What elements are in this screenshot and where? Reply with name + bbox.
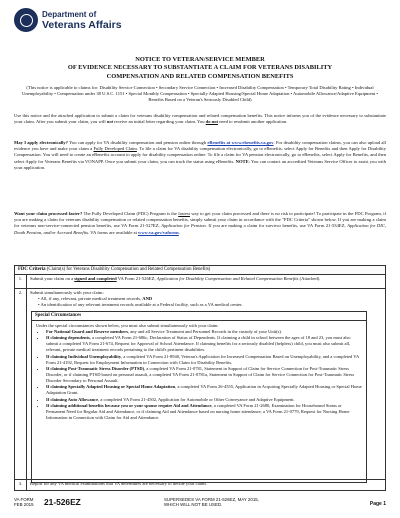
special-item — [46, 329, 362, 335]
special-item-title: If claiming Post-Traumatic Stress Disorder (PTSD) — [46, 366, 145, 372]
row2-bullet2: • An identification of any relevant treatment records available at a Federal facility, such as a VA medical center. — [38, 302, 243, 307]
special-item-title: If claiming Individual Unemployability — [46, 353, 122, 359]
special-circumstances-body — [32, 321, 366, 424]
special-item-title: If claiming dependents — [46, 335, 90, 341]
row2-bullet1-text: All, if any, relevant, private medical treatment records, — [40, 296, 143, 301]
fdc-row-1 — [15, 275, 385, 289]
faster-question: Want your claim processed faster? — [14, 211, 83, 216]
special-item-text: , a completed VA Form 21-686c, Declaration of Status of Dependents. If claiming a child in school between the ages of 18 and 23, you must also submit a completed VA Form 21-674, Request for Approval of School Attendance. If claiming benefits for a seriously disabled (helpless) child, you must also submit all, relevant, private medical treatment records pertaining to the child's pertinent disabilities. — [46, 335, 351, 353]
intro-paragraph — [14, 113, 386, 125]
va-seal-icon — [14, 8, 38, 32]
special-item — [46, 354, 362, 366]
applicable-claims-text: (This notice is applicable to claims for: Disability Service Connection • Secondary Service Connection • Increased Disability Compensation • Temporary Total Disability Rating • Individual Unemployability • Compensation under 38 U.S.C. 1151 • Special Monthly Compensation • Specially Adapted Housing/Special Home Adaptation • Automobile Allowance/Adaptive Equipment • Benefits Based on a Veteran's Seriously Disabled Child) — [22, 85, 378, 103]
faster-text-a: The Fully Developed Claim (FDC) Program is the — [82, 211, 179, 216]
special-item-title: If claiming Auto Allowance — [46, 396, 99, 402]
faster-text-e: . — [178, 229, 181, 235]
ebenefits-link[interactable]: eBenefits at www.ebenefits.va.gov — [207, 140, 274, 145]
special-item — [46, 366, 362, 384]
row2-lead: Submit simultaneously with your claim: — [30, 290, 104, 295]
row-text — [30, 276, 382, 282]
row-text — [30, 290, 382, 308]
intro-not: not — [106, 119, 113, 125]
row-number: 2. — [15, 289, 27, 479]
special-item — [46, 335, 362, 353]
row2-bullet2-text: An identification of any relevant treatment records available at a Federal facility, such as a VA medical center. — [40, 302, 243, 307]
row1-form-name: Application for Disability Compensation and Related Compensation Benefits — [156, 276, 299, 281]
row2-bullet1: • All, if any, relevant, private medical treatment records, AND — [38, 296, 153, 301]
row-number: 3. — [15, 480, 27, 490]
fdc-heading-label: FDC Criteria — [18, 267, 46, 272]
fdc-criteria-table — [14, 265, 386, 491]
row1-text-c: (Attached). — [298, 276, 321, 281]
footer-form-label-text: VA FORM — [14, 497, 34, 502]
special-item-text: , a completed VA Form 21-4502, Application for Automobile or Other Conveyance and Adaptive Equipment. — [98, 396, 295, 402]
footer-form-date: FEB 2015 — [14, 502, 34, 507]
notice-title — [14, 56, 386, 81]
special-item — [46, 397, 362, 403]
fdc-criteria-heading — [15, 266, 385, 275]
special-item-text: , a completed VA Form 26-4555, Application in Acquiring Specially Adapted Housing or Special Home Adaptation Grant. — [46, 384, 362, 396]
fdc-row-3 — [15, 480, 385, 490]
faster-text-c: . If you are making a claim for survivor benefits, use VA Form 21-534EZ, — [205, 223, 348, 229]
special-item-title: If claiming additional benefits because you or your spouse require Aid and Attendance — [46, 403, 212, 409]
faster-paragraph — [14, 211, 386, 236]
electronic-text-b: . For disability compensation claims, you can also upload all evidence you have and make your claim a — [14, 140, 386, 152]
title-line3: COMPENSATION AND RELATED COMPENSATION BENEFITS — [106, 72, 294, 80]
vaforms-link[interactable]: www.va.gov/vaforms — [138, 229, 179, 235]
special-circumstances-box — [31, 311, 367, 483]
title-line1: NOTICE TO VETERAN/SERVICE MEMBER — [135, 56, 265, 63]
faster-fastest: fastest — [178, 211, 190, 216]
electronic-text-a: You can apply for VA disability compensation and pension online through — [67, 140, 208, 145]
fdc-heading-text: (Claim(s) for Veterans Disability Compensation and Related Compensation Benefits) — [45, 267, 211, 272]
note-text: : You can contact an accredited Veterans Service Officer to assist you with your application. — [14, 158, 386, 170]
row-number: 1. — [15, 275, 27, 288]
intro-text-c: need to resubmit another application. — [218, 119, 288, 125]
footer-form-label — [14, 497, 34, 507]
special-lead: Under the special circumstances shown below, you must also submit simultaneously with your claim: — [36, 323, 219, 328]
page-number: Page 1 — [369, 501, 386, 507]
va-header — [14, 8, 122, 32]
intro-do-not: do not — [205, 119, 219, 125]
electronic-text-c: . To file a claim for VA disability compensation electronically, go to eBenefits, select Apply for Benefits and then Apply for Disability Compensation. You will need to create an eBenefits account to apply for disability compensation online. To file a claim for VA pension electronically, go to eBenefits, select Apply for Benefits, and then select Apply for Veterans Benefits via VONAPP. Once you submit your claim, you can track the status using eBenefits. — [14, 146, 386, 164]
row3-text: Report for any VA medical examinations that VA determines are necessary to decide your claim. — [30, 481, 207, 486]
footer-form-number: 21-526EZ — [44, 497, 81, 507]
faster-text-d: . VA forms are available at — [88, 229, 139, 235]
special-item-text: , a completed VA Form 21-2680, Examination for Housebound Status or Permanent Need for Regular Aid and Attendance, or if claiming Aid and Attendance based on nursing home attendance, a VA Form 21-0779, Request for Nursing Home Information in Connection with Claim for Aid and Attendance. — [46, 403, 350, 421]
title-line2: OF EVIDENCE NECESSARY TO SUBSTANTIATE A CLAIM FOR VETERANS DISABILITY — [67, 64, 333, 72]
pension-form-name: Application for Pension — [161, 223, 206, 229]
agency-line1: Department of — [42, 10, 97, 19]
special-item — [46, 384, 362, 396]
footer-supersedes-1: SUPERSEDES VA FORM 21-526EZ, MAY 2015, — [164, 497, 259, 502]
dic-form-name: Application for DIC, Death Pension, and/or Accrued Benefits — [14, 223, 386, 235]
va-logo-text — [42, 9, 122, 31]
fdc-link[interactable]: Fully Developed Claim — [93, 146, 137, 152]
special-item-text: , any and all Service Treatment and Personnel Records in the custody of your Unit(s). — [128, 328, 283, 334]
special-item — [46, 403, 362, 421]
electronic-question: May I apply electronically? — [14, 140, 68, 145]
special-circumstances-heading: Special Circumstances — [32, 312, 366, 321]
fdc-row-2 — [15, 289, 385, 480]
special-item-title: If claiming Specially Adapted Housing or Special Home Adaptation — [46, 384, 176, 390]
special-item-text: , a completed VA Form 21-8940, Veteran's Application for Increased Compensation Based on Unemployability, and a completed VA Form 21-4192, Request for Employment Information in Connection with Claim for Disability Benefits. — [46, 353, 359, 365]
agency-line2: Veterans Affairs — [42, 19, 122, 31]
footer-supersedes — [164, 497, 259, 507]
note-label: NOTE — [235, 158, 249, 164]
form-footer — [14, 496, 386, 512]
special-item-title: For National Guard and Reserve members — [46, 328, 129, 334]
electronic-paragraph — [14, 140, 386, 171]
row1-signed: signed and completed — [74, 276, 117, 281]
special-list — [46, 329, 362, 421]
row1-text-a: Submit your claim on a — [30, 276, 75, 281]
special-item-text: , a completed VA Form 21-0781, Statement in Support of Claim for Service Connection for Post-Traumatic Stress Disorder, or if claiming PTSD based on personal assault, a completed VA Form 21-0781a, Statement in Support of Claim for Service Connection for Post-Traumatic Stress Disorder Secondary to Personal Assault. — [46, 366, 355, 383]
intro-text-a: Use this notice and the attached application to submit a claim for veterans disability compensation and related compensation benefits. This notice informs you of the evidence necessary to substantiate your claim. After you submit your claim, you will — [14, 113, 386, 125]
faster-text-b: way to get your claim processed and there is no risk to participate! To participate in the FDC Program, if you are making a claim for veterans disability compensation or related compensation benefits, simply submit your claim in accordance with the "FDC Criteria" shown below. If you are making a claim for veterans non-service-connected pension benefits, use VA Form 21-527EZ, — [14, 211, 386, 229]
intro-text-b: receive an initial letter regarding your claim. You — [112, 119, 206, 125]
row2-and: AND — [142, 296, 153, 301]
row1-text-b: VA Form 21-526EZ, — [116, 276, 157, 281]
footer-supersedes-2: WHICH WILL NOT BE USED. — [164, 502, 223, 507]
